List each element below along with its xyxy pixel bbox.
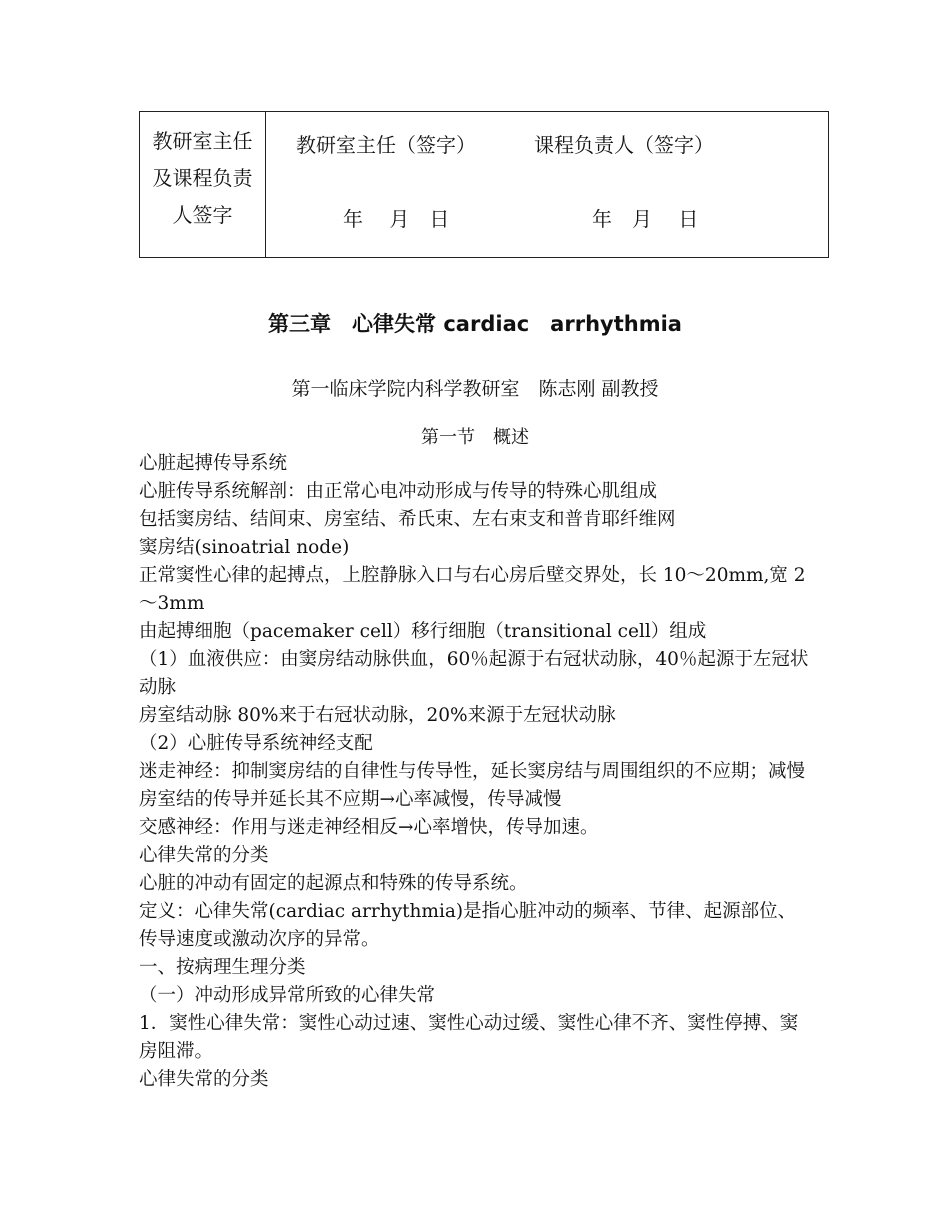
body-paragraph: （2）心脏传导系统神经支配 — [139, 733, 373, 754]
body-paragraph: 交感神经：作用与迷走神经相反→心率增快，传导加速。 — [139, 817, 599, 838]
body-paragraph: （一）冲动形成异常所致的心律失常 — [139, 985, 436, 1006]
signature-label-line: 及课程负责 — [152, 166, 253, 190]
body-paragraph: 房室结动脉 80%来于右冠状动脉，20%来源于左冠状动脉 — [139, 705, 616, 726]
body-paragraph: （1）血液供应：由窦房结动脉供血，60％起源于右冠状动脉，40％起源于左冠状动脉 — [139, 649, 809, 698]
author-line: 第一临床学院内科学教研室 陈志刚 副教授 — [291, 378, 659, 400]
body-paragraph: 心律失常的分类 — [139, 845, 269, 866]
body-paragraph: 正常窦性心律的起搏点，上腔静脉入口与右心房后壁交界处，长 10～20mm,宽 2～3mm — [139, 565, 806, 614]
body-paragraph: 1．窦性心律失常：窦性心动过速、窦性心动过缓、窦性心律不齐、窦性停搏、窦房阻滞。 — [139, 1013, 799, 1062]
signature-label-line: 人签字 — [172, 203, 233, 227]
director-date: 年 月 日 — [343, 207, 450, 231]
body-paragraph: 一、按病理生理分类 — [139, 957, 306, 978]
body-paragraph: 窦房结(sinoatrial node) — [139, 537, 350, 558]
director-signature-label: 教研室主任（签字） — [296, 133, 476, 157]
body-paragraph: 由起搏细胞（pacemaker cell）移行细胞（transitional cell）组成 — [139, 621, 707, 642]
section-title: 第一节 概述 — [421, 427, 529, 448]
body-paragraph: 定义：心律失常(cardiac arrhythmia)是指心脏冲动的频率、节律、起源部位、传导速度或激动次序的异常。 — [139, 901, 797, 950]
signature-field-cell — [266, 112, 828, 257]
body-paragraph: 心脏起搏传导系统 — [139, 453, 288, 474]
course-leader-signature-label: 课程负责人（签字） — [534, 133, 714, 157]
signature-label-line: 教研室主任 — [152, 129, 253, 153]
chapter-title: 第三章 心律失常 cardiac arrhythmia — [268, 312, 682, 336]
course-leader-date: 年 月 日 — [592, 207, 699, 231]
body-paragraph: 心律失常的分类 — [139, 1069, 269, 1090]
signature-label-cell — [140, 112, 266, 257]
signature-table — [139, 111, 829, 258]
body-paragraph: 心脏传导系统解剖：由正常心电冲动形成与传导的特殊心肌组成 — [139, 481, 658, 502]
document-body — [139, 450, 814, 1094]
body-paragraph: 迷走神经：抑制窦房结的自律性与传导性，延长窦房结与周围组织的不应期；减慢房室结的传导并延长其不应期→心率减慢，传导减慢 — [139, 761, 806, 810]
body-paragraph: 心脏的冲动有固定的起源点和特殊的传导系统。 — [139, 873, 528, 894]
body-paragraph: 包括窦房结、结间束、房室结、希氏束、左右束支和普肯耶纤维网 — [139, 509, 676, 530]
